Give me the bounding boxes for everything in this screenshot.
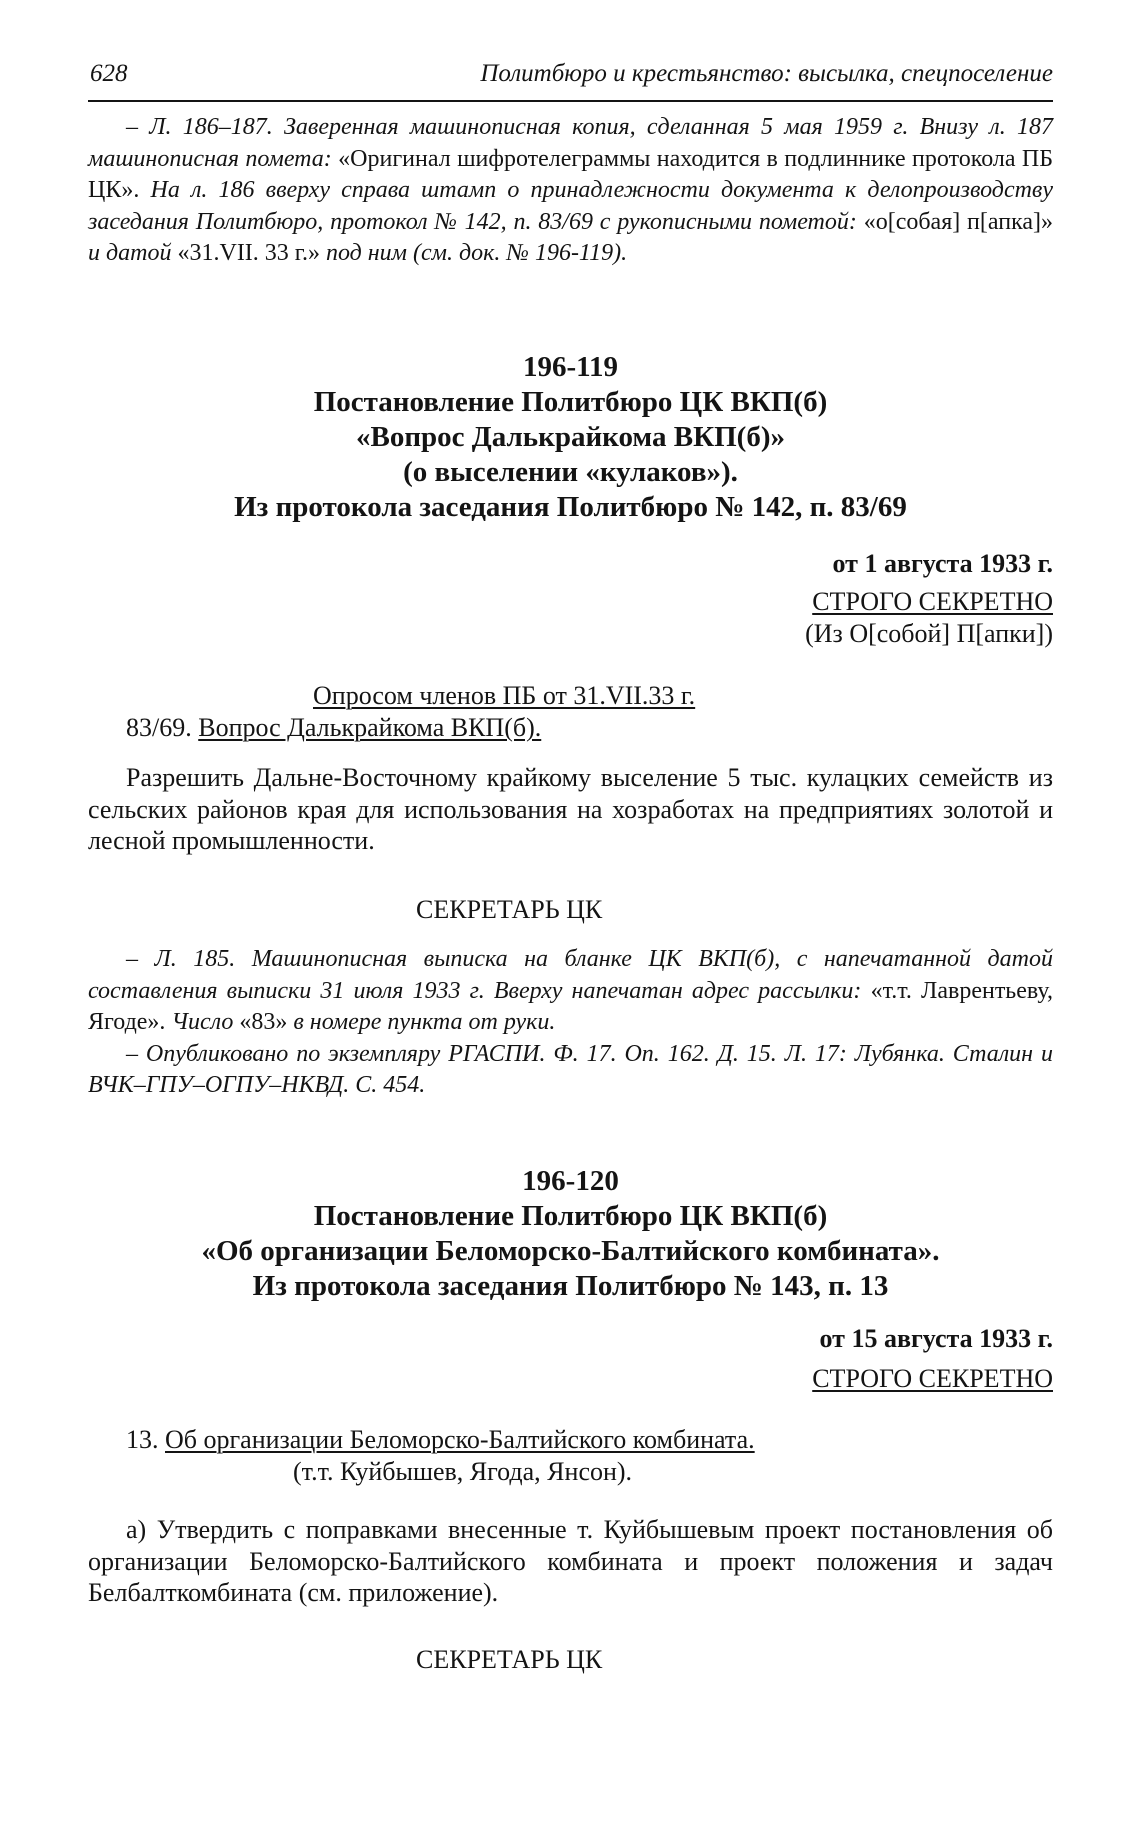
title-line: Постановление Политбюро ЦК ВКП(б) <box>313 386 828 418</box>
signature: СЕКРЕТАРЬ ЦК <box>416 1644 603 1674</box>
archival-note-top <box>88 112 1053 270</box>
note-text: Число <box>171 1009 234 1035</box>
document-196-120-meta <box>88 1323 1053 1395</box>
running-title: Политбюро и крестьянство: высылка, спецпоселение <box>480 60 1053 87</box>
document-number: 196-119 <box>522 351 619 383</box>
item-number: 83/69. <box>126 713 192 742</box>
note-source: – Опубликовано по экземпляру РГАСПИ. Ф. 17. Оп. 162. Д. 15. Л. 17: Лубянка. Сталин и ВЧК–ГПУ–ОГПУ–НКВД. С. 454. <box>88 1040 1053 1098</box>
resolution-text: а) Утвердить с поправками внесенные т. Куйбышевым проект постановления об организации Беломорско-Балтийского комбината и проект положения и задач Белбалткомбината (см. приложение). <box>88 1515 1053 1607</box>
archival-note-mid <box>88 944 1053 1102</box>
note-quote: «Оригинал шифротелеграммы находится в подлиннике протокола ПБ ЦК». <box>88 145 1053 203</box>
document-title <box>88 350 1053 525</box>
document-date: от 1 августа 1933 г. <box>832 549 1053 578</box>
document-number: 196-120 <box>522 1165 619 1197</box>
note-text: и датой <box>88 240 172 266</box>
title-line: (о выселении «кулаков»). <box>403 456 738 488</box>
note-text: под ним (см. док. № 196-119). <box>325 240 628 266</box>
resolution-text: Разрешить Дальне-Восточному крайкому выселение 5 тыс. кулацких семейств из сельских районов края для использования на хозработах на предприятиях золотой и лесной промышленности. <box>88 763 1053 855</box>
note-text: – Л. 186–187. Заверенная машинописная копия, сделанная 5 мая 1959 г. Внизу л. 187 машинописная помета: <box>88 114 1053 172</box>
note-text: в номере пункта от руки. <box>293 1009 556 1035</box>
secrecy-stamp: СТРОГО СЕКРЕТНО <box>812 587 1053 616</box>
item-title: Об организации Беломорско-Балтийского комбината. <box>165 1425 755 1454</box>
title-line: Из протокола заседания Политбюро № 143, п. 13 <box>252 1270 889 1302</box>
document-196-120-title <box>88 1164 1053 1304</box>
secrecy-stamp: СТРОГО СЕКРЕТНО <box>812 1364 1053 1393</box>
signature: СЕКРЕТАРЬ ЦК <box>416 894 603 924</box>
poll-line: Опросом членов ПБ от 31.VII.33 г. <box>313 681 696 710</box>
participants: (т.т. Куйбышев, Ягода, Янсон). <box>293 1457 633 1486</box>
title-line: Постановление Политбюро ЦК ВКП(б) <box>313 1200 828 1232</box>
title-line: «Вопрос Далькрайкома ВКП(б)» <box>356 421 785 453</box>
title-line: «Об организации Беломорско-Балтийского комбината». <box>201 1235 940 1267</box>
note-quote: «83» <box>239 1009 288 1035</box>
document-196-120-body <box>88 1424 1053 1675</box>
item-number: 13. <box>126 1425 159 1454</box>
title-line: Из протокола заседания Политбюро № 142, п. 83/69 <box>234 491 907 523</box>
note-quote: «о[собая] п[апка]» <box>863 208 1054 235</box>
page-number: 628 <box>90 60 128 87</box>
folder-mark: (Из О[собой] П[апки]) <box>805 619 1053 648</box>
document-date: от 15 августа 1933 г. <box>819 1324 1053 1353</box>
note-text: На л. 186 вверху справа штамп о принадлежности документа к делопроизводству заседания Политбюро, протокол № 142, п. 83/69 с рукописными пометой: <box>88 177 1053 235</box>
document-196-119-title <box>88 350 1053 525</box>
note-text: – Л. 185. Машинописная выписка на бланке ЦК ВКП(б), с напечатанной датой составления выписки 31 июля 1933 г. Вверху напечатан адрес рассылки: <box>88 946 1053 1004</box>
item-title: Вопрос Далькрайкома ВКП(б). <box>198 713 542 742</box>
page-header <box>88 52 1053 102</box>
note-quote: «31.VII. 33 г.» <box>177 240 320 266</box>
document-title <box>88 1164 1053 1304</box>
note-paragraph <box>88 112 1053 270</box>
document-196-119-body <box>88 680 1053 925</box>
note-paragraph <box>88 944 1053 1039</box>
note-quote: «т.т. Лаврентьеву, Ягоде». <box>88 977 1054 1035</box>
document-196-119-meta <box>88 548 1053 650</box>
